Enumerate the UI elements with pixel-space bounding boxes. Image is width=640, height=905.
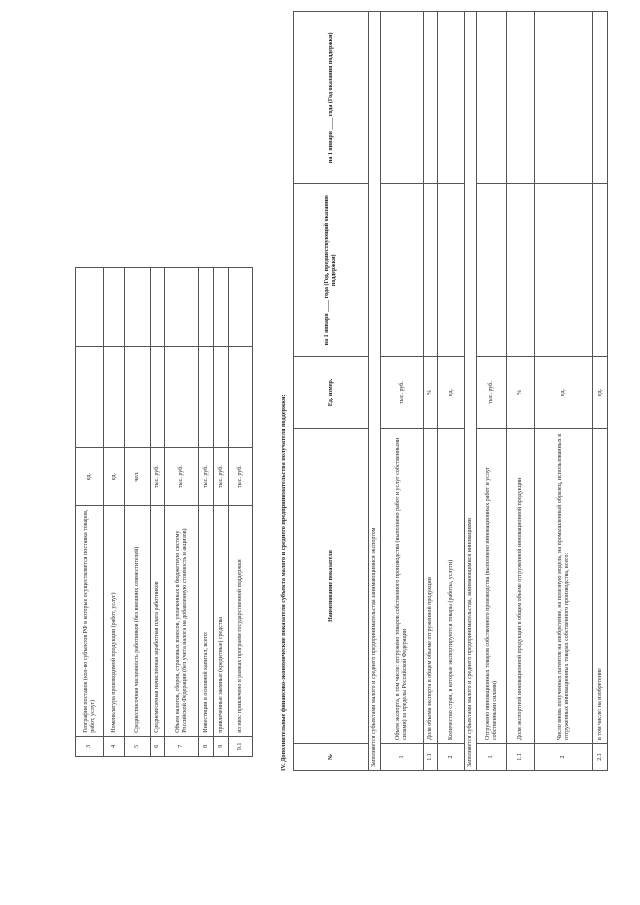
row-unit: ед. — [593, 357, 608, 429]
row-name: Инвестиции в основной капитал, всего: — [199, 506, 214, 736]
row-name: Доля экспортной инновационной продукции в общем объеме отгруженной инновационной продукции — [507, 429, 535, 744]
value-cell[interactable] — [104, 346, 125, 447]
row-name: Среднемесячная начисленная заработная плата работников — [151, 506, 165, 736]
row-number: 9 — [214, 736, 229, 756]
row-name: Отгружено инновационных товаров собственного производства (выполнено инновационных работ и услуг собственными силами) — [477, 429, 507, 744]
row-number: 1.1 — [424, 744, 438, 771]
value-cell[interactable] — [76, 346, 104, 447]
row-name: Доля объема экспорта в общем объеме отгруженной продукции — [424, 429, 438, 744]
row-number: 1 — [477, 744, 507, 771]
row-name: Объем налогов, сборов, страховых взносов, уплаченных в бюджетную систему Российской Федерации (без учета налога на добавленную стоимость и акцизов) — [165, 506, 199, 736]
value-cell[interactable] — [199, 346, 214, 447]
row-name: География поставок (кол-во субъектов РФ в которые осуществляется поставка товаров, работ, услуг) — [76, 506, 104, 736]
value-cell[interactable] — [104, 268, 125, 347]
header-previous-year: на 1 января ____ года (Год, предшествующий оказанию поддержки) — [294, 184, 369, 357]
table-row — [424, 12, 438, 771]
value-cell[interactable] — [507, 184, 535, 357]
row-unit: чел. — [125, 447, 151, 505]
section-row — [465, 12, 477, 771]
table-row — [151, 268, 165, 757]
section-iv-title: IV. Дополнительные финансово-экономические показатели субъекта малого и среднего предпринимательства получателя поддержки: — [280, 394, 287, 771]
row-number: 5 — [125, 736, 151, 756]
header-number: № — [294, 744, 369, 771]
row-unit: тыс. руб. — [214, 447, 229, 505]
header-row — [294, 12, 369, 771]
value-cell[interactable] — [381, 184, 424, 357]
row-name: привлеченные заемные (кредитные) средства — [214, 506, 229, 736]
table-row — [199, 268, 214, 757]
table-row — [214, 268, 229, 757]
value-cell[interactable] — [214, 346, 229, 447]
row-number: 2 — [438, 744, 465, 771]
header-unit: Ед. измер. — [294, 357, 369, 429]
row-name: в том числе: на изобретение — [593, 429, 608, 744]
value-cell[interactable] — [593, 12, 608, 185]
value-cell[interactable] — [477, 184, 507, 357]
row-unit: тыс. руб. — [151, 447, 165, 505]
table-row — [125, 268, 151, 757]
indicators-table-continued — [75, 267, 253, 757]
additional-indicators-table — [293, 11, 608, 771]
row-number: 8 — [199, 736, 214, 756]
table-row — [438, 12, 465, 771]
row-name: из них: привлечено в рамках программ государственной поддержки — [229, 506, 253, 736]
value-cell[interactable] — [165, 268, 199, 347]
table-row — [535, 12, 593, 771]
row-unit: ед. — [104, 447, 125, 505]
row-number: 2 — [535, 744, 593, 771]
value-cell[interactable] — [507, 12, 535, 185]
value-cell[interactable] — [438, 12, 465, 185]
row-unit: тыс. руб. — [229, 447, 253, 505]
value-cell[interactable] — [424, 184, 438, 357]
value-cell[interactable] — [593, 184, 608, 357]
row-number: 4 — [104, 736, 125, 756]
row-number: 7 — [165, 736, 199, 756]
section-row — [369, 12, 381, 771]
row-unit: тыс. руб. — [165, 447, 199, 505]
table-row — [165, 268, 199, 757]
table-row — [507, 12, 535, 771]
value-cell[interactable] — [151, 268, 165, 347]
value-cell[interactable] — [214, 268, 229, 347]
table-row — [593, 12, 608, 771]
value-cell[interactable] — [438, 184, 465, 357]
row-number: 2.1 — [593, 744, 608, 771]
row-name: Число вновь полученных патентов на изобретение, на полезную модель, на промышленный образец, использованных в отгруженных инновационных товарах собственного производства, всего: — [535, 429, 593, 744]
row-unit: тыс. руб. — [381, 357, 424, 429]
row-unit: ед. — [535, 357, 593, 429]
table-row — [104, 268, 125, 757]
row-number: 6 — [151, 736, 165, 756]
table-row — [229, 268, 253, 757]
value-cell[interactable] — [165, 346, 199, 447]
value-cell[interactable] — [535, 12, 593, 185]
value-cell[interactable] — [199, 268, 214, 347]
header-support-year: на 1 января ____ года (Год оказания поддержки) — [294, 12, 369, 185]
row-unit: ед. — [76, 447, 104, 505]
section-title-innovation: Заполняется субъектами малого и среднего предпринимательства, занимающимися инновациями — [465, 12, 477, 771]
value-cell[interactable] — [381, 12, 424, 185]
header-name: Наименование показателя — [294, 429, 369, 744]
row-unit: тыс. руб. — [477, 357, 507, 429]
value-cell[interactable] — [229, 268, 253, 347]
row-number: 1.1 — [507, 744, 535, 771]
row-number: 1 — [381, 744, 424, 771]
value-cell[interactable] — [151, 346, 165, 447]
table-row — [477, 12, 507, 771]
value-cell[interactable] — [125, 346, 151, 447]
value-cell[interactable] — [535, 184, 593, 357]
row-unit: тыс. руб. — [199, 447, 214, 505]
value-cell[interactable] — [424, 12, 438, 185]
row-number: 9.1 — [229, 736, 253, 756]
value-cell[interactable] — [477, 12, 507, 185]
row-unit: % — [424, 357, 438, 429]
value-cell[interactable] — [125, 268, 151, 347]
section-title-export: Заполняется субъектами малого и среднего предпринимательства занимающимися экспортом — [369, 12, 381, 771]
row-name: Количество стран, в которые экспортируются товары (работы, услуги) — [438, 429, 465, 744]
row-unit: % — [507, 357, 535, 429]
row-number: 3 — [76, 736, 104, 756]
value-cell[interactable] — [76, 268, 104, 347]
row-unit: ед. — [438, 357, 465, 429]
row-name: Объем экспорта, в том числе: отгружено товаров собственного производства (выполнено работ и услуг собственными силами) за пределы Российской Федерации — [381, 429, 424, 744]
table-row — [381, 12, 424, 771]
row-name: Среднесписочная численность работников (без внешних совместителей) — [125, 506, 151, 736]
value-cell[interactable] — [229, 346, 253, 447]
row-name: Номенклатура производимой продукции (работ, услуг) — [104, 506, 125, 736]
table-row — [76, 268, 104, 757]
